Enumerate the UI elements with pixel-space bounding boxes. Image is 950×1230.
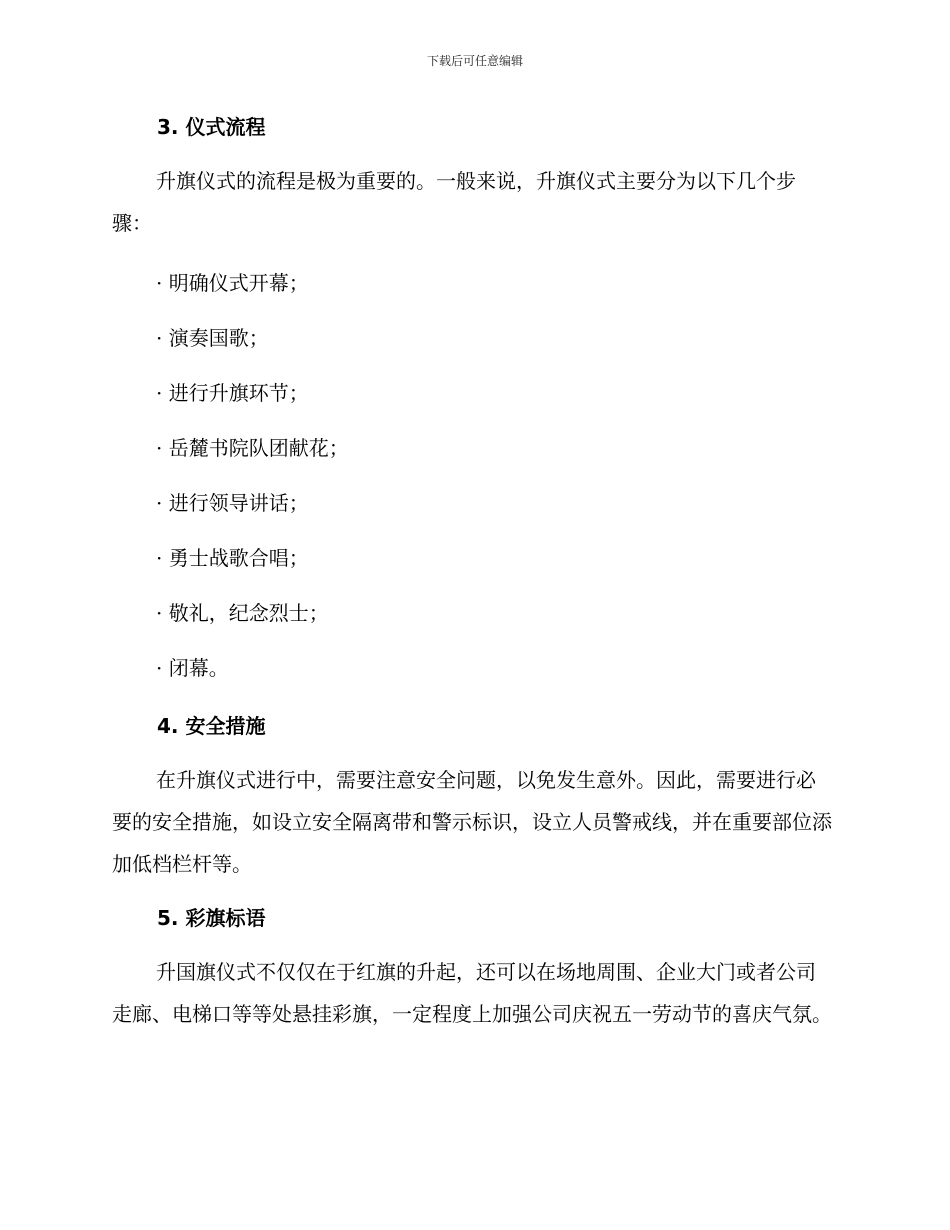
page-header: 下载后可任意编辑	[426, 54, 523, 68]
ceremony-steps-list	[112, 268, 832, 683]
list-item: · 进行领导讲话；	[156, 491, 309, 515]
paragraph-ceremony-process: 升旗仪式的流程是极为重要的。一般来说，升旗仪式主要分为以下几个步骤：	[112, 169, 796, 235]
section-title-flags-slogans: 5. 彩旗标语	[157, 906, 266, 930]
list-item: · 岳麓书院队团献花；	[156, 436, 349, 460]
list-item: · 演奏国歌；	[156, 326, 269, 350]
section-title-ceremony-process: 3. 仪式流程	[157, 115, 266, 139]
paragraph-flags-slogans: 升国旗仪式不仅仅在于红旗的升起，还可以在场地周围、企业大门或者公司走廊、电梯口等等处悬挂彩旗，一定程度上加强公司庆祝五一劳动节的喜庆气氛。	[112, 960, 832, 1026]
list-item: · 闭幕。	[156, 656, 229, 680]
list-item: · 勇士战歌合唱；	[156, 546, 309, 570]
paragraph-safety-measures: 在升旗仪式进行中，需要注意安全问题，以免发生意外。因此，需要进行必要的安全措施，如设立安全隔离带和警示标识，设立人员警戒线，并在重要部位添加低档栏杆等。	[112, 768, 832, 876]
list-item: · 敬礼，纪念烈士；	[156, 601, 329, 625]
list-item: · 明确仪式开幕；	[156, 271, 309, 295]
section-title-safety-measures: 4. 安全措施	[157, 714, 266, 738]
list-item: · 进行升旗环节；	[156, 381, 309, 405]
document-body	[112, 108, 832, 1035]
